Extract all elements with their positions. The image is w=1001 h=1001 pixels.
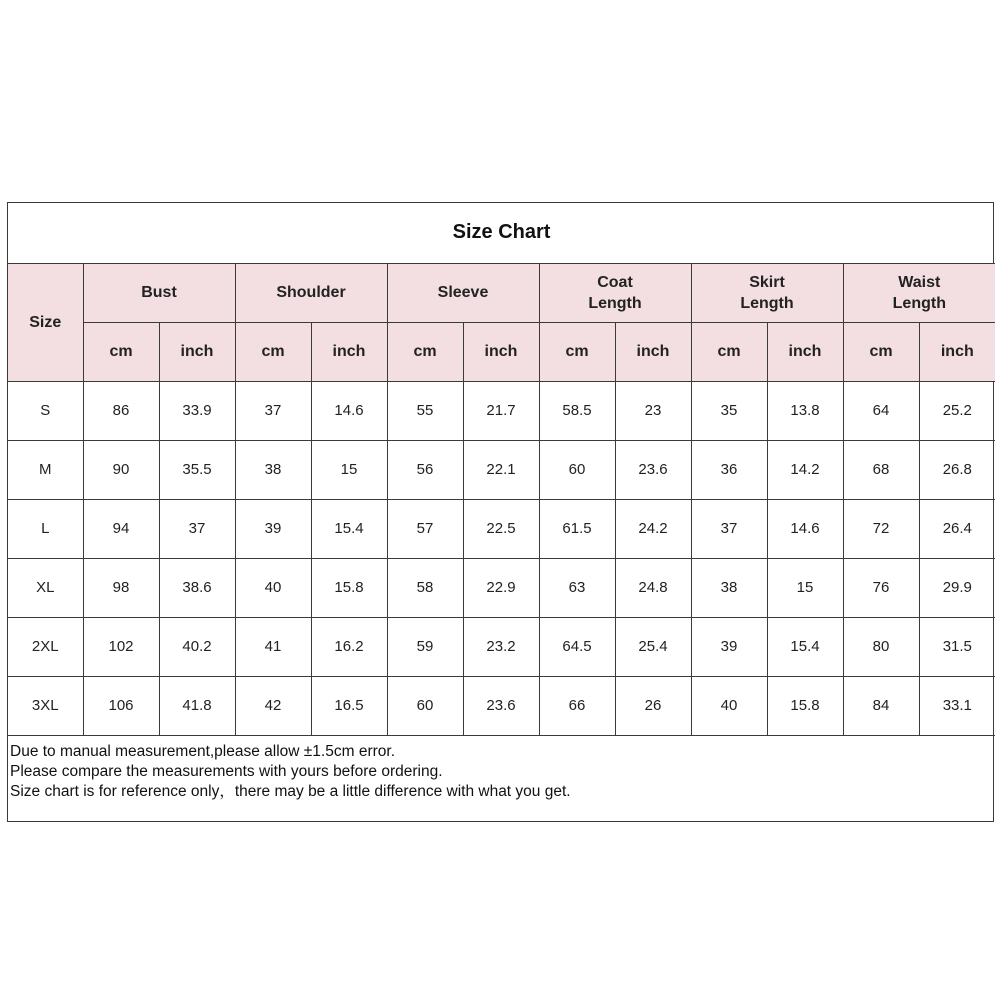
measurement-cell: 38 [235,440,311,499]
measurement-cell: 58 [387,558,463,617]
measurement-cell: 40.2 [159,617,235,676]
measurement-cell: 21.7 [463,381,539,440]
unit-header-inch: inch [159,322,235,381]
measurement-cell: 35 [691,381,767,440]
measurement-cell: 55 [387,381,463,440]
measurement-cell: 29.9 [919,558,995,617]
size-label-cell: XL [8,558,83,617]
measurement-cell: 38 [691,558,767,617]
measurement-cell: 72 [843,499,919,558]
measurement-cell: 23 [615,381,691,440]
unit-header-cm: cm [691,322,767,381]
measurement-cell: 58.5 [539,381,615,440]
measurement-cell: 26 [615,676,691,735]
measurement-cell: 37 [235,381,311,440]
measurement-cell: 15.8 [767,676,843,735]
measurement-cell: 80 [843,617,919,676]
measurement-cell: 42 [235,676,311,735]
measurement-cell: 33.1 [919,676,995,735]
notes [8,735,995,825]
measurement-cell: 25.4 [615,617,691,676]
measurement-cell: 106 [83,676,159,735]
size-label-cell: S [8,381,83,440]
measurement-cell: 60 [387,676,463,735]
measurement-cell: 23.6 [615,440,691,499]
group-header-skirt-length: Skirt Length [691,263,843,322]
group-header-sleeve: Sleeve [387,263,539,322]
measurement-cell: 15.4 [311,499,387,558]
measurement-cell: 26.4 [919,499,995,558]
measurement-cell: 102 [83,617,159,676]
size-column-header: Size [8,263,83,381]
measurement-cell: 41.8 [159,676,235,735]
measurement-cell: 41 [235,617,311,676]
measurement-cell: 22.5 [463,499,539,558]
measurement-cell: 37 [691,499,767,558]
note-line: Due to manual measurement,please allow ±1.5cm error. [10,742,395,760]
unit-header-inch: inch [463,322,539,381]
measurement-cell: 15.8 [311,558,387,617]
group-header-bust: Bust [83,263,235,322]
measurement-cell: 15 [311,440,387,499]
measurement-cell: 14.6 [767,499,843,558]
measurement-cell: 23.6 [463,676,539,735]
measurement-cell: 76 [843,558,919,617]
measurement-cell: 64 [843,381,919,440]
measurement-cell: 14.2 [767,440,843,499]
unit-header-cm: cm [235,322,311,381]
measurement-cell: 94 [83,499,159,558]
measurement-cell: 84 [843,676,919,735]
measurement-cell: 57 [387,499,463,558]
measurement-cell: 66 [539,676,615,735]
measurement-cell: 23.2 [463,617,539,676]
measurement-cell: 16.5 [311,676,387,735]
measurement-cell: 63 [539,558,615,617]
measurement-cell: 14.6 [311,381,387,440]
table-row [8,558,995,617]
note-line: Please compare the measurements with yours before ordering. [10,762,443,780]
measurement-cell: 64.5 [539,617,615,676]
unit-header-cm: cm [843,322,919,381]
measurement-cell: 31.5 [919,617,995,676]
size-label-cell: 3XL [8,676,83,735]
size-chart [7,202,994,822]
unit-header-cm: cm [83,322,159,381]
measurement-cell: 36 [691,440,767,499]
measurement-cell: 90 [83,440,159,499]
size-label-cell: 2XL [8,617,83,676]
measurement-cell: 39 [691,617,767,676]
measurement-cell: 15.4 [767,617,843,676]
group-header-shoulder: Shoulder [235,263,387,322]
chart-title: Size Chart [8,203,995,263]
unit-header-inch: inch [767,322,843,381]
measurement-cell: 16.2 [311,617,387,676]
table-row [8,676,995,735]
size-label-cell: M [8,440,83,499]
measurement-cell: 40 [235,558,311,617]
note-line: Size chart is for reference only，there may be a little difference with what you get. [10,782,571,800]
unit-header-row [8,322,995,381]
measurement-cell: 86 [83,381,159,440]
measurement-cell: 40 [691,676,767,735]
measurement-cell: 60 [539,440,615,499]
size-chart-table [8,203,995,825]
size-table-body [8,381,995,735]
measurement-cell: 61.5 [539,499,615,558]
unit-header-inch: inch [311,322,387,381]
measurement-cell: 24.8 [615,558,691,617]
measurement-cell: 68 [843,440,919,499]
measurement-cell: 38.6 [159,558,235,617]
unit-header-cm: cm [387,322,463,381]
table-row [8,440,995,499]
measurement-cell: 25.2 [919,381,995,440]
unit-header-inch: inch [615,322,691,381]
measurement-cell: 22.1 [463,440,539,499]
measurement-cell: 24.2 [615,499,691,558]
measurement-cell: 98 [83,558,159,617]
measurement-cell: 26.8 [919,440,995,499]
group-header-waist-length: Waist Length [843,263,995,322]
measurement-cell: 15 [767,558,843,617]
measurement-cell: 37 [159,499,235,558]
measurement-cell: 13.8 [767,381,843,440]
group-header-coat-length: Coat Length [539,263,691,322]
size-label-cell: L [8,499,83,558]
measurement-cell: 59 [387,617,463,676]
measurement-cell: 22.9 [463,558,539,617]
table-row [8,499,995,558]
table-row [8,381,995,440]
unit-header-inch: inch [919,322,995,381]
measurement-cell: 39 [235,499,311,558]
group-header-row [8,263,995,322]
measurement-cell: 56 [387,440,463,499]
measurement-cell: 35.5 [159,440,235,499]
measurement-cell: 33.9 [159,381,235,440]
table-row [8,617,995,676]
unit-header-cm: cm [539,322,615,381]
